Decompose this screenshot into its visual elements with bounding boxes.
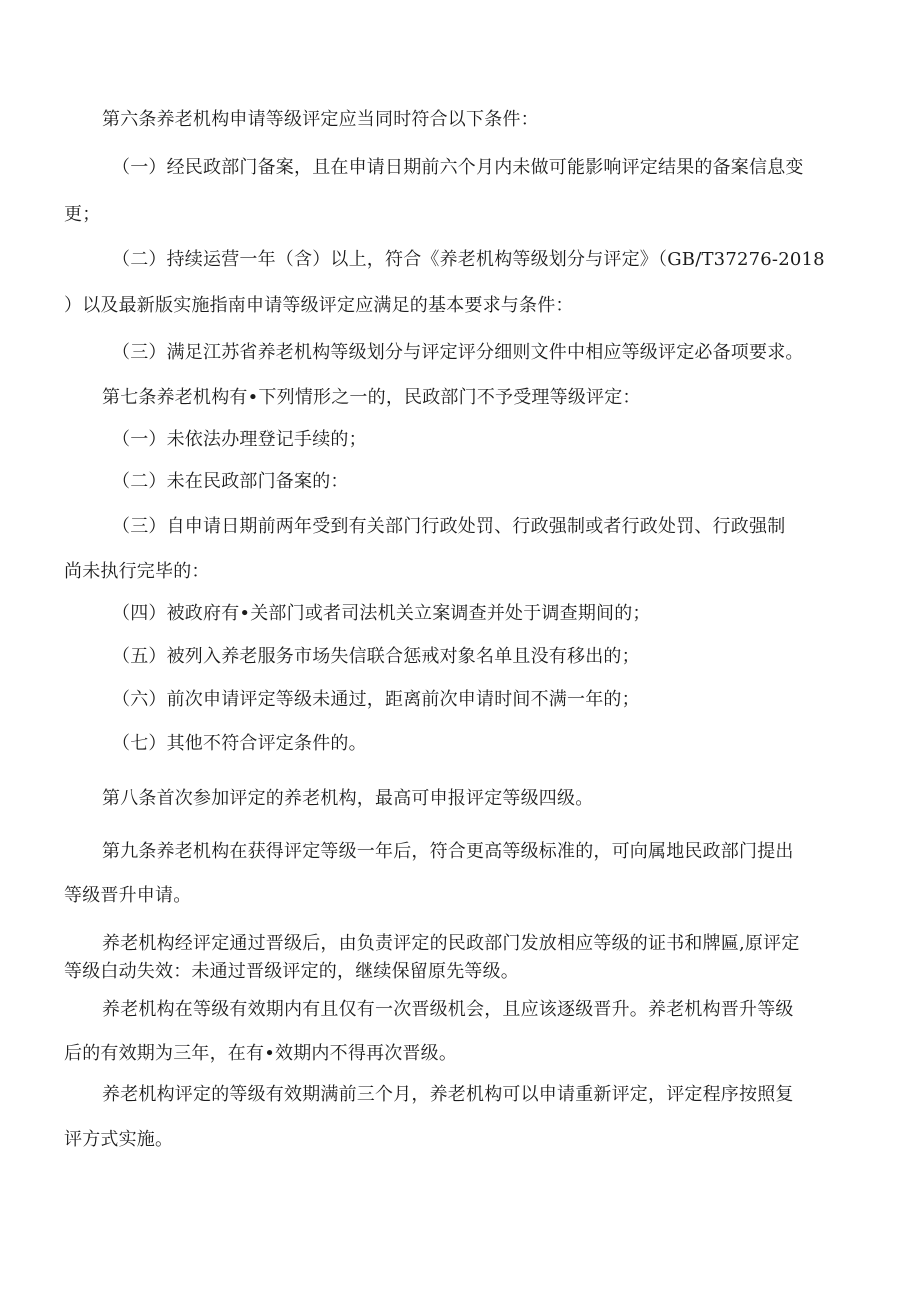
- validity-paragraph-line-2: 后的有效期为三年，在有•效期内不得再次晋级。: [64, 1043, 458, 1064]
- article-7-item-5: （五）被列入养老服务市场失信联合惩戒对象名单且没有移出的；: [112, 646, 640, 667]
- article-7-item-7: （七）其他不符合评定条件的。: [112, 733, 367, 754]
- promotion-paragraph-line-2: 等级白动失效：未通过晋级评定的，继续保留原先等级。: [64, 961, 519, 982]
- article-7-item-3-line-2: 尚未执行完毕的：: [64, 561, 210, 582]
- article-7-item-4: （四）被政府有•关部门或者司法机关立案调查并处于调查期间的；: [112, 603, 651, 624]
- article-9-line-1: 第九条养老机构在获得评定等级一年后，符合更高等级标准的，可向属地民政部门提出: [102, 841, 794, 862]
- article-6-heading: 第六条养老机构申请等级评定应当同时符合以下条件：: [102, 109, 539, 130]
- article-7-item-2: （二）未在民政部门备案的：: [112, 471, 349, 492]
- validity-paragraph-line-1: 养老机构在等级有效期内有且仅有一次晋级机会，且应该逐级晋升。养老机构晋升等级: [102, 999, 794, 1020]
- article-6-item-3: （三）满足江苏省养老机构等级划分与评定评分细则文件中相应等级评定必备项要求。: [112, 342, 804, 363]
- article-7-item-1: （一）未依法办理登记手续的；: [112, 429, 367, 450]
- article-6-item-2-line-2: ）以及最新版实施指南申请等级评定应满足的基本要求与条件：: [64, 295, 574, 316]
- article-8: 第八条首次参加评定的养老机构，最高可申报评定等级四级。: [102, 788, 594, 809]
- article-6-item-1-line-2: 更；: [64, 204, 101, 225]
- article-7-item-6: （六）前次申请评定等级未通过，距离前次申请时间不满一年的；: [112, 689, 640, 710]
- article-7-item-3-line-1: （三）自申请日期前两年受到有关部门行政处罚、行政强制或者行政处罚、行政强制: [112, 516, 786, 537]
- reassessment-paragraph-line-2: 评方式实施。: [64, 1129, 174, 1150]
- article-6-item-2-line-1: （二）持续运营一年（含）以上，符合《养老机构等级划分与评定》（GB/T37276-2018: [112, 249, 825, 270]
- article-9-line-2: 等级晋升申请。: [64, 885, 192, 906]
- promotion-paragraph-line-1: 养老机构经评定通过晋级后，由负责评定的民政部门发放相应等级的证书和牌匾,原评定: [102, 933, 800, 954]
- article-7-heading: 第七条养老机构有•下列情形之一的，民政部门不予受理等级评定：: [102, 387, 641, 408]
- reassessment-paragraph-line-1: 养老机构评定的等级有效期满前三个月，养老机构可以申请重新评定，评定程序按照复: [102, 1084, 794, 1105]
- article-6-item-1-line-1: （一）经民政部门备案，且在申请日期前六个月内未做可能影响评定结果的备案信息变: [112, 157, 804, 178]
